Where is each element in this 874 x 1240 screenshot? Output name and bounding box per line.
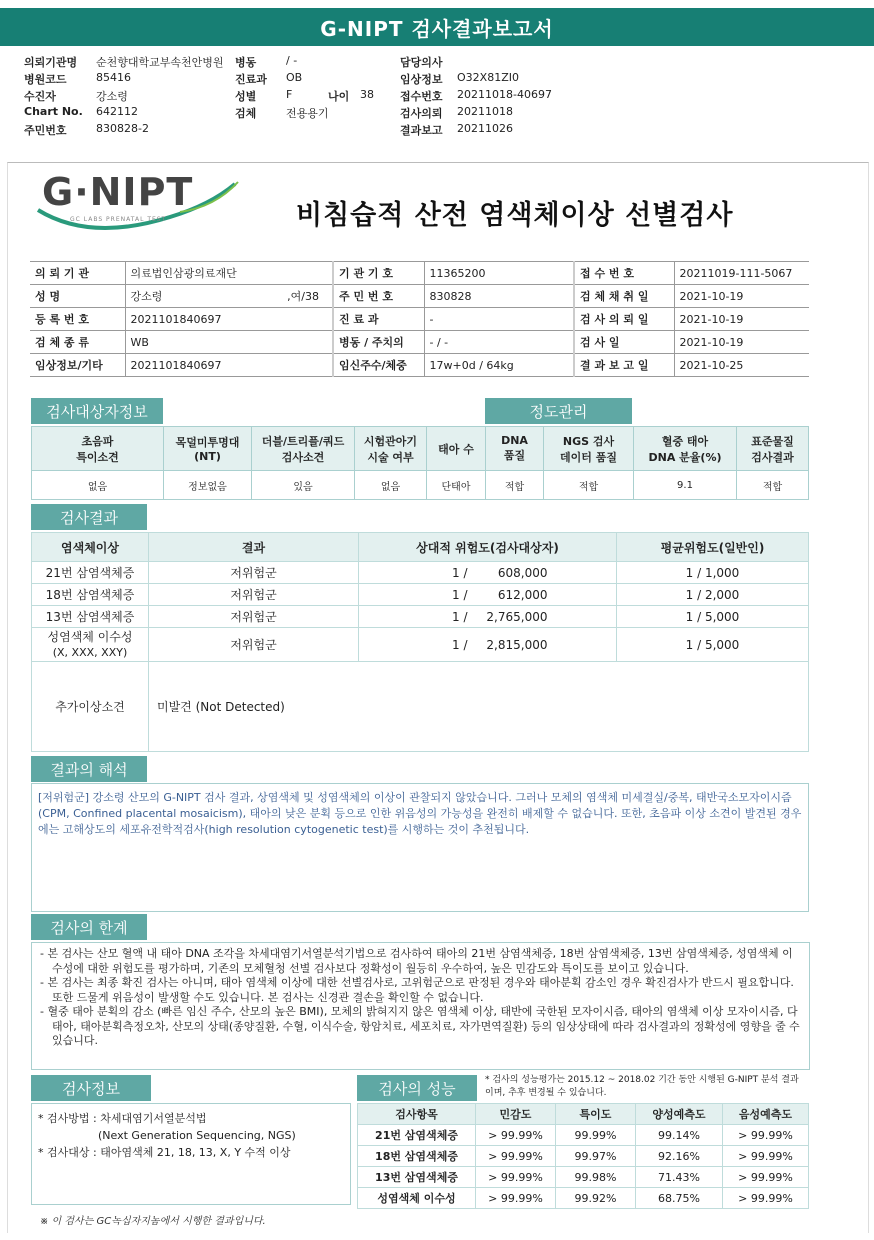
chart-value: 642112	[96, 105, 138, 118]
method-line: * 검사방법 : 차세대염기서열분석법	[38, 1112, 207, 1125]
main-title: 비침습적 산전 염색체이상 선별검사	[296, 200, 734, 231]
subject-info-section-title: 검사대상자정보	[31, 398, 163, 424]
subject-value: 적합	[737, 471, 809, 500]
relative-risk-value: 608,000	[497, 565, 548, 580]
limitations-box	[31, 942, 810, 1070]
report-title: G-NIPT 검사결과보고서	[0, 8, 874, 46]
extra-label: 추가이상소견	[32, 662, 149, 752]
extra-value: 미발견 (Not Detected)	[149, 662, 809, 752]
limitation-item: - 혈중 태아 분획의 감소 (빠른 임신 주수, 산모의 높은 BMI), 모체의 밝혀지지 않은 염색체 이상, 태반에 국한된 모자이시즘, 태아의 염색체 이상 모자이시즘, 다태아, 태아분획측정오차, 산모의 상태(종양질환, 수혈, 이식수술, 항암치료, 세포치료, 자가면역질환) 등의 임상상태에 따라 검사결과의 정확성에 영향을 줄 수 있습니다.	[40, 1005, 800, 1047]
subject-value: 적합	[486, 471, 544, 500]
info-value: 830828	[424, 285, 574, 308]
test-info-section-title: 검사정보	[31, 1075, 151, 1101]
performance-header: 양성예측도	[636, 1104, 723, 1125]
result-name-line2: (X, XXX, XXY)	[52, 645, 128, 659]
table-row	[32, 662, 809, 752]
report-date-label: 결과보고	[400, 124, 443, 137]
average-risk: 1 / 1,000	[617, 562, 809, 584]
info-label: 기 관 기 호	[333, 262, 424, 285]
name-value: 강소령	[130, 290, 163, 303]
code-label: 병원코드	[24, 73, 67, 86]
sex-label: 성별	[235, 90, 257, 103]
info-value: WB	[125, 331, 333, 354]
performance-item: 18번 삼염색체증	[358, 1146, 476, 1167]
relative-risk-prefix: 1 /	[452, 587, 468, 602]
performance-cell: 71.43%	[636, 1167, 723, 1188]
specimen-label: 검체	[235, 107, 257, 120]
performance-header: 음성예측도	[723, 1104, 809, 1125]
sex-age-value: ,여/38	[287, 290, 319, 303]
test-info-box	[31, 1103, 351, 1205]
info-value: - / -	[424, 331, 574, 354]
subject-header: 목덜미투명대 (NT)	[164, 427, 252, 471]
performance-cell: 68.75%	[636, 1188, 723, 1209]
info-value: 2021-10-19	[674, 308, 809, 331]
table-row	[358, 1125, 809, 1146]
subject-header: 초음파 특이소견	[32, 427, 164, 471]
info-label: 검 체 채 취 일	[574, 285, 674, 308]
patient-info-table	[30, 261, 809, 377]
doctor-label: 담당의사	[400, 56, 443, 69]
info-value: 2021-10-19	[674, 285, 809, 308]
subject-value: 9.1	[634, 471, 737, 500]
chart-label: Chart No.	[24, 105, 83, 118]
relative-risk	[359, 628, 617, 662]
performance-item: 21번 삼염색체증	[358, 1125, 476, 1146]
average-risk: 1 / 5,000	[617, 628, 809, 662]
interpretation-text: [저위험군] 강소령 산모의 G-NIPT 검사 결과, 상염색체 및 성염색체의 이상이 관찰되지 않았습니다. 그러나 모체의 염색체 미세결실/중복, 태반국소모자이시즘(CPM, Confined placental mosaicism), 태아의 낮은 분획 등으로 인한 위음성의 가능성을 완전히 배제할 수 없습니다. 또한, 초음파 이상 소견이 발견된 경우에는 고해상도의 세포유전학적검사(high resolution cytogenetic test)를 시행하는 것이 추천됩니다.	[31, 783, 809, 912]
result-value: 저위험군	[149, 562, 359, 584]
result-value: 저위험군	[149, 628, 359, 662]
age-label: 나이	[328, 90, 350, 103]
performance-item: 13번 삼염색체증	[358, 1167, 476, 1188]
receipt-label: 접수번호	[400, 90, 443, 103]
performance-note: * 검사의 성능평가는 2015.12 ~ 2018.02 기간 동안 시행된 G-NIPT 분석 결과이며, 추후 변경될 수 있습니다.	[485, 1075, 799, 1098]
ward-label: 병동	[235, 56, 257, 69]
info-label: 병동 / 주치의	[333, 331, 424, 354]
result-header: 상대적 위험도(검사대상자)	[359, 533, 617, 562]
age-value: 38	[360, 88, 374, 101]
result-table	[31, 532, 809, 752]
result-value: 저위험군	[149, 606, 359, 628]
receipt-value: 20211018-40697	[457, 88, 552, 101]
performance-table	[357, 1103, 809, 1209]
relative-risk-value: 612,000	[497, 587, 548, 602]
info-label: 등 록 번 호	[30, 308, 125, 331]
result-name: 18번 삼염색체증	[32, 584, 149, 606]
performance-cell: > 99.99%	[476, 1188, 556, 1209]
performance-cell: > 99.99%	[476, 1146, 556, 1167]
target-line: * 검사대상 : 태아염색체 21, 18, 13, X, Y 수적 이상	[38, 1146, 291, 1159]
relative-risk-prefix: 1 /	[452, 637, 468, 652]
result-header: 평균위험도(일반인)	[617, 533, 809, 562]
code-value: 85416	[96, 71, 131, 84]
subject-value: 있음	[252, 471, 355, 500]
specimen-value: 전용용기	[286, 107, 329, 120]
subject-value: 없음	[32, 471, 164, 500]
info-value	[125, 285, 333, 308]
result-header: 염색체이상	[32, 533, 149, 562]
performance-cell: 99.92%	[556, 1188, 636, 1209]
table-row	[32, 562, 809, 584]
request-value: 20211018	[457, 105, 513, 118]
info-label: 임신주수/체중	[333, 354, 424, 377]
patient-label: 수진자	[24, 90, 56, 103]
subject-value: 적합	[544, 471, 634, 500]
result-name-line1: 성염색체 이수성	[47, 629, 133, 644]
performance-cell: 99.14%	[636, 1125, 723, 1146]
relative-risk	[359, 606, 617, 628]
relative-risk-prefix: 1 /	[452, 565, 468, 580]
info-label: 진 료 과	[333, 308, 424, 331]
subject-header: 더블/트리플/쿼드 검사소견	[252, 427, 355, 471]
sex-value: F	[286, 88, 293, 101]
result-header: 결과	[149, 533, 359, 562]
subject-header: NGS 검사 데이터 품질	[544, 427, 634, 471]
performance-cell: 99.97%	[556, 1146, 636, 1167]
info-label: 검 사 의 뢰 일	[574, 308, 674, 331]
info-value: 의료법인삼광의료재단	[125, 262, 333, 285]
result-value: 저위험군	[149, 584, 359, 606]
info-value: 2021-10-19	[674, 331, 809, 354]
table-row	[32, 606, 809, 628]
info-label: 검 사 일	[574, 331, 674, 354]
info-label: 검 체 종 류	[30, 331, 125, 354]
request-label: 검사의뢰	[400, 107, 443, 120]
limitations-section-title: 검사의 한계	[31, 914, 147, 940]
performance-section-title: 검사의 성능	[357, 1075, 477, 1101]
gnipt-logo-sub: GC LABS PRENATAL TEST	[70, 216, 167, 223]
performance-cell: 92.16%	[636, 1146, 723, 1167]
subject-header: DNA 품질	[486, 427, 544, 471]
info-value: 17w+0d / 64kg	[424, 354, 574, 377]
info-label: 결 과 보 고 일	[574, 354, 674, 377]
info-label: 의 뢰 기 관	[30, 262, 125, 285]
clinical-value: O32X81ZI0	[457, 71, 519, 84]
info-value: 11365200	[424, 262, 574, 285]
rrn-label: 주민번호	[24, 124, 67, 137]
ward-value: / -	[286, 54, 298, 67]
method-line: (Next Generation Sequencing, NGS)	[98, 1129, 296, 1142]
gnipt-logo: G·NIPT	[42, 170, 194, 214]
subject-value: 정보없음	[164, 471, 252, 500]
qc-section-title: 정도관리	[485, 398, 632, 424]
clinical-label: 임상정보	[400, 73, 443, 86]
performance-cell: > 99.99%	[723, 1125, 809, 1146]
relative-risk	[359, 562, 617, 584]
info-value: 2021101840697	[125, 308, 333, 331]
relative-risk	[359, 584, 617, 606]
result-section-title: 검사결과	[31, 504, 147, 530]
performance-item: 성염색체 이수성	[358, 1188, 476, 1209]
hospital-value: 순천향대학교부속천안병원	[96, 56, 224, 69]
performance-header: 검사항목	[358, 1104, 476, 1125]
table-row	[32, 584, 809, 606]
subject-header: 시험관아기 시술 여부	[355, 427, 427, 471]
limitation-item: - 본 검사는 최종 확진 검사는 아니며, 태아 염색체 이상에 대한 선별검사로, 고위험군으로 판정된 경우와 태아분획 감소인 경우 확진검사가 반드시 필요합니다. 또한 드물게 위음성이 발생할 수도 있습니다. 본 검사는 신경관 결손을 확인할 수 없습니다.	[40, 976, 794, 1004]
subject-value: 단태아	[427, 471, 486, 500]
result-name: 21번 삼염색체증	[32, 562, 149, 584]
result-name	[32, 628, 149, 662]
subject-header: 표준물질 검사결과	[737, 427, 809, 471]
performance-cell: > 99.99%	[723, 1146, 809, 1167]
info-value: -	[424, 308, 574, 331]
table-row	[32, 628, 809, 662]
subject-info-table	[31, 426, 809, 500]
report-header	[24, 54, 854, 139]
limitation-item: - 본 검사는 산모 혈액 내 태아 DNA 조각을 차세대염기서열분석기법으로 검사하여 태아의 21번 삼염색체증, 18번 삼염색체증, 13번 삼염색체증, 성염색체 이수성에 대한 위험도를 평가하며, 기존의 모체혈청 선별 검사보다 정확성이 월등히 우수하여, 높은 민감도와 특이도를 보이고 있습니다.	[40, 947, 793, 975]
result-name: 13번 삼염색체증	[32, 606, 149, 628]
hospital-label: 의뢰기관명	[24, 56, 78, 69]
info-label: 성 명	[30, 285, 125, 308]
subject-value: 없음	[355, 471, 427, 500]
performance-cell: 99.98%	[556, 1167, 636, 1188]
average-risk: 1 / 2,000	[617, 584, 809, 606]
subject-header: 태아 수	[427, 427, 486, 471]
performance-cell: 99.99%	[556, 1125, 636, 1146]
dept-label: 진료과	[235, 73, 267, 86]
performance-cell: > 99.99%	[723, 1167, 809, 1188]
info-value: 2021-10-25	[674, 354, 809, 377]
info-value: 2021101840697	[125, 354, 333, 377]
info-value: 20211019-111-5067	[674, 262, 809, 285]
interpretation-section-title: 결과의 해석	[31, 756, 147, 782]
dept-value: OB	[286, 71, 303, 84]
footer-note: ※ 이 검사는 GC녹십자지놈에서 시행한 결과입니다.	[40, 1216, 266, 1227]
relative-risk-value: 2,815,000	[486, 637, 548, 652]
performance-cell: > 99.99%	[476, 1125, 556, 1146]
table-row	[358, 1146, 809, 1167]
relative-risk-value: 2,765,000	[486, 609, 548, 624]
performance-header: 민감도	[476, 1104, 556, 1125]
table-row	[358, 1188, 809, 1209]
performance-header: 특이도	[556, 1104, 636, 1125]
info-label: 임상정보/기타	[30, 354, 125, 377]
performance-cell: > 99.99%	[476, 1167, 556, 1188]
rrn-value: 830828-2	[96, 122, 149, 135]
info-label: 접 수 번 호	[574, 262, 674, 285]
patient-value: 강소령	[96, 90, 128, 103]
average-risk: 1 / 5,000	[617, 606, 809, 628]
subject-header: 혈중 태아 DNA 분율(%)	[634, 427, 737, 471]
info-label: 주 민 번 호	[333, 285, 424, 308]
performance-cell: > 99.99%	[723, 1188, 809, 1209]
relative-risk-prefix: 1 /	[452, 609, 468, 624]
report-date-value: 20211026	[457, 122, 513, 135]
table-row	[358, 1167, 809, 1188]
